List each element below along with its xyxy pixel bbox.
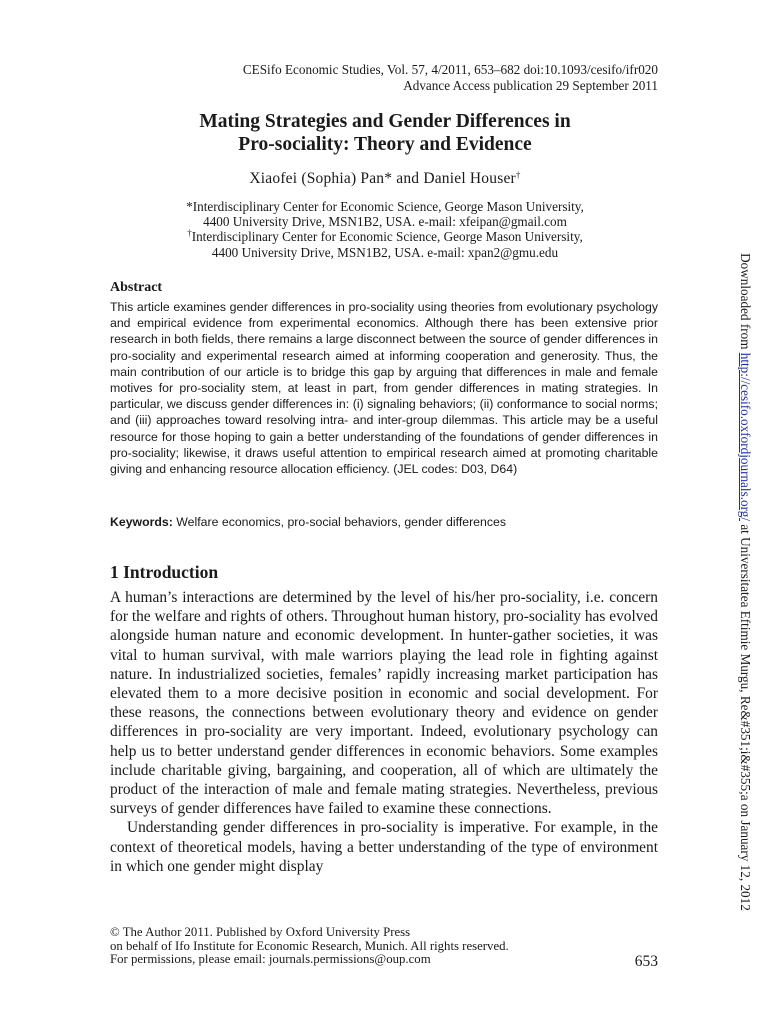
section-heading: 1 Introduction	[110, 562, 219, 582]
advance-access-date: Advance Access publication 29 September 2011	[403, 77, 658, 93]
author-line	[110, 170, 660, 188]
title-line-2: Pro-sociality: Theory and Evidence	[238, 134, 532, 155]
sidebar-prefix: Downloaded from	[738, 253, 753, 353]
footer-line-3: For permissions, please email: journals.permissions@oup.com	[110, 952, 431, 967]
page-number: 653	[634, 953, 658, 970]
author-dagger-mark: †	[515, 170, 521, 181]
affiliation-1-line-1	[110, 199, 660, 214]
sidebar-journal-link[interactable]: http://cesifo.oxfordjournals.org/	[738, 352, 753, 522]
sidebar-suffix: at Universitatea Eftimie Murgu, Re&#351;i&#355;a on January 12, 2012	[738, 521, 753, 911]
title-line-1: Mating Strategies and Gender Differences in	[199, 111, 571, 132]
affiliation-2-mark: †	[187, 228, 192, 239]
copyright-footer	[110, 926, 610, 967]
abstract-heading: Abstract	[110, 280, 163, 295]
footer-line-1: © The Author 2011. Published by Oxford University Press	[110, 925, 411, 939]
affiliation-1-line-2: 4400 University Drive, MSN1B2, USA. e-mail: xfeipan@gmail.com	[203, 214, 567, 230]
affiliations	[110, 199, 660, 260]
keywords-list: Welfare economics, pro-social behaviors, gender differences	[176, 515, 506, 529]
introduction-text	[110, 588, 658, 876]
affiliation-1-text: Interdisciplinary Center for Economic Science, George Mason University,	[192, 199, 584, 214]
affiliation-2-line-1	[110, 229, 660, 244]
keywords-label: Keywords:	[110, 515, 173, 529]
affiliation-1-mark: *	[186, 199, 193, 214]
journal-citation: CESifo Economic Studies, Vol. 57, 4/2011, 653–682 doi:10.1093/cesifo/ifr020	[242, 62, 658, 77]
article-title	[110, 110, 660, 156]
abstract-body: This article examines gender differences in pro-sociality using theories from evolutionary psychology and empirical evidence from experimental economics. Although there has been extensive prior research in both fields, there remains a large disconnect between the source of gender differences in pro-sociality and experimental research aimed at informing cooperation and generosity. Thus, the main contribution of our article is to bridge this gap by arguing that differences in male and female motives for pro-sociality stem, at least in part, from gender differences in mating strategies. In particular, we discuss gender differences in: (i) signaling behaviors; (ii) conformance to social norms; and (iii) approaches toward resolving intra- and inter-group dilemmas. This article may be a useful resource for those hoping to gain a better understanding of the foundations of gender differences in pro-sociality; likewise, it draws useful attention to empirical research aimed at promoting charitable giving and enhancing resource allocation efficiency. (JEL codes: D03, D64)	[110, 300, 658, 477]
intro-paragraph-2: Understanding gender differences in pro-sociality is imperative. For example, in the context of theoretical models, having a better understanding of the type of environment in which one gender might display	[110, 819, 658, 875]
affiliation-2-text: Interdisciplinary Center for Economic Science, George Mason University,	[191, 229, 583, 245]
author-names: Xiaofei (Sophia) Pan* and Daniel Houser	[249, 170, 516, 187]
intro-paragraph-1: A human’s interactions are determined by the level of his/her pro-sociality, i.e. concern for the welfare and rights of others. Throughout human history, pro-sociality has evolved alongside human nature and economic development. In hunter-gather societies, it was vital to human survival, with male warriors playing the lead role in fighting against nature. In industrialized societies, females’ rapidly increasing market participation has elevated them to a more decisive position in economic and social development. For these reasons, the connections between evolutionary theory and evidence on gender differences in pro-sociality are very important. Indeed, evolutionary psychology can help us to better understand gender differences in economic behaviors. Some examples include charitable giving, bargaining, and cooperation, all of which are ultimately the product of the interaction of male and female mating strategies. Nevertheless, previous surveys of gender differences have failed to examine these connections.	[110, 589, 658, 818]
running-header	[120, 62, 658, 93]
affiliation-2-line-2: 4400 University Drive, MSN1B2, USA. e-mail: xpan2@gmu.edu	[211, 244, 559, 260]
keywords	[110, 514, 658, 530]
footer-line-2: on behalf of Ifo Institute for Economic Research, Munich. All rights reserved.	[110, 938, 509, 953]
download-sidebar	[735, 217, 755, 947]
